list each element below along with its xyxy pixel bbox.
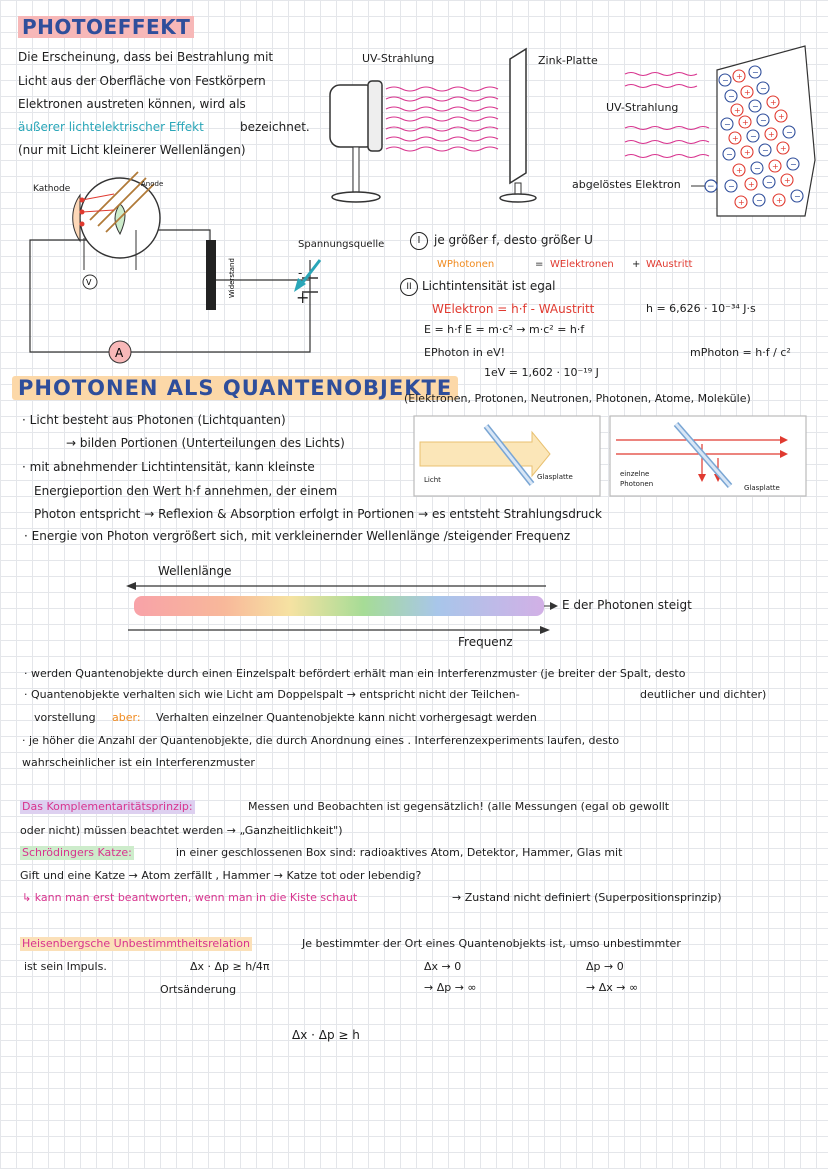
dx-to-zero: Δx → 0	[424, 960, 462, 973]
law-1-number: I	[410, 232, 428, 250]
uv-label: UV-Strahlung	[362, 52, 435, 65]
law-2-number: II	[400, 278, 418, 296]
uv-lamp-diagram	[320, 45, 560, 205]
single-label: einzelne	[620, 470, 650, 478]
complementarity-line-2: oder nicht) müssen beachtet werden → „Ganzheitlichkeit")	[20, 824, 343, 837]
charge-sign: −	[728, 92, 735, 101]
charge-sign: −	[790, 160, 797, 169]
section-title-photoeffekt: PHOTOEFFEKT	[18, 14, 194, 40]
photons-label: Photonen	[620, 480, 654, 488]
charge-sign: +	[784, 176, 791, 185]
uncertainty-final: Δx · Δp ≥ h	[292, 1028, 360, 1042]
charge-sign: +	[778, 112, 785, 121]
interference-line-1: · werden Quantenobjekte durch einen Einzelspalt befördert erhält man ein Interferenzmuster (je breiter der Spalt, desto	[24, 667, 686, 680]
charge-sign: −	[762, 146, 769, 155]
charge-sign: +	[770, 98, 777, 107]
anode-label: Anode	[141, 180, 164, 188]
charge-sign: +	[736, 72, 743, 81]
charge-sign: −	[754, 164, 761, 173]
intro-line-1: Die Erscheinung, dass bei Bestrahlung mit	[18, 50, 274, 64]
ortsaenderung-label: Ortsänderung	[160, 983, 237, 996]
photon-line-5: Photon entspricht → Reflexion & Absorption erfolgt in Portionen → es entsteht Strahlungsdruck	[34, 507, 602, 521]
charge-sign: +	[776, 196, 783, 205]
charge-sign: −	[722, 76, 729, 85]
charge-sign: +	[738, 198, 745, 207]
dp-to-infinity: → Δp → ∞	[424, 981, 477, 994]
charge-sign: +	[748, 180, 755, 189]
intro-tail: bezeichnet.	[240, 120, 310, 134]
complementarity-title: Das Komplementaritätsprinzip:	[22, 800, 193, 813]
interference-line-3b: Verhalten einzelner Quantenobjekte kann nicht vorhergesagt werden	[156, 711, 537, 724]
interference-line-3: vorstellung	[34, 711, 96, 724]
law-2-text: Lichtintensität ist egal	[422, 279, 556, 293]
charge-sign: −	[786, 128, 793, 137]
law-1-plus: +	[632, 259, 641, 270]
w-elektron-equation: WElektron = h·f - WAustritt	[432, 302, 595, 316]
charge-sign: −	[794, 192, 801, 201]
planck-constant: h = 6,626 · 10⁻³⁴ J·s	[646, 302, 756, 315]
heisenberg-title: Heisenbergsche Unbestimmtheitsrelation	[22, 937, 251, 950]
schroedinger-title: Schrödingers Katze:	[22, 846, 132, 859]
charge-sign: +	[734, 106, 741, 115]
w-photonen: WPhotonen	[437, 259, 495, 270]
schroedinger-line-3a: ↳ kann man erst beantworten, wenn man in die Kiste schaut	[22, 891, 358, 904]
svg-text:V: V	[86, 278, 92, 287]
wavelength-label: Wellenlänge	[158, 564, 232, 578]
minus-terminal: -	[298, 266, 303, 280]
law-1-equals: =	[535, 259, 544, 270]
interference-line-5: wahrscheinlicher ist ein Interferenzmuster	[22, 756, 255, 769]
intro-line-2: Licht aus der Oberfläche von Festkörpern	[18, 74, 266, 88]
glass-plate-label-2: Glasplatte	[744, 484, 780, 492]
photon-line-6: · Energie von Photon vergrößert sich, mit verkleinernder Wellenlänge /steigender Frequenz	[24, 529, 571, 543]
charge-sign: +	[744, 88, 751, 97]
dp-to-zero: Δp → 0	[586, 960, 624, 973]
section-title-quantenobjekte: PHOTONEN ALS QUANTENOBJEKTE	[12, 376, 458, 400]
schroedinger-line-3b: → Zustand nicht definiert (Superpositionsprinzip)	[452, 891, 722, 904]
zinc-plate-label: Zink-Platte	[538, 54, 598, 67]
charge-sign: −	[726, 150, 733, 159]
photon-line-1: · Licht besteht aus Photonen (Lichtquanten)	[22, 413, 286, 427]
energy-rises-label: E der Photonen steigt	[562, 598, 692, 612]
intro-note: (nur mit Licht kleinerer Wellenlängen)	[18, 143, 246, 157]
quantum-objects-list: (Elektronen, Protonen, Neutronen, Photonen, Atome, Moleküle)	[404, 392, 751, 405]
photon-mass: mPhoton = h·f / c²	[690, 346, 791, 359]
photon-line-4: Energieportion den Wert h·f annehmen, der einem	[34, 484, 338, 498]
charge-sign: +	[736, 166, 743, 175]
charge-sign: −	[750, 132, 757, 141]
dx-to-infinity: → Δx → ∞	[586, 981, 639, 994]
photocell-circuit	[20, 170, 340, 370]
charge-sign: +	[780, 144, 787, 153]
w-austritt: WAustritt	[646, 259, 693, 270]
interference-line-4: · je höher die Anzahl der Quantenobjekte, die durch Anordnung eines . Interferenzexperiments laufen, desto	[22, 734, 620, 747]
charged-plate-diagram	[605, 40, 820, 220]
charge-sign: −	[752, 102, 759, 111]
charge-sign: −	[724, 120, 731, 129]
plus-terminal: +	[296, 288, 310, 307]
interference-line-1b: deutlicher und dichter)	[640, 688, 767, 701]
charge-sign: −	[760, 116, 767, 125]
svg-text:A: A	[115, 346, 124, 360]
charge-sign: −	[756, 196, 763, 205]
spectrum-diagram	[118, 578, 558, 640]
uv-label-2: UV-Strahlung	[606, 101, 679, 114]
schroedinger-line-1: in einer geschlossenen Box sind: radioaktives Atom, Detektor, Hammer, Glas mit	[176, 846, 623, 859]
heisenberg-formula: Δx · Δp ≥ h/4π	[190, 960, 270, 973]
svg-text:−: −	[707, 182, 715, 192]
charge-sign: −	[766, 178, 773, 187]
charge-sign: −	[728, 182, 735, 191]
charge-sign: +	[732, 134, 739, 143]
charge-sign: +	[744, 148, 751, 157]
ev-conversion: 1eV = 1,602 · 10⁻¹⁹ J	[484, 366, 599, 379]
intro-highlight: äußerer lichtelektrischer Effekt	[18, 120, 204, 134]
charge-sign: −	[752, 68, 759, 77]
w-elektronen: WElektronen	[550, 259, 614, 270]
interference-line-2: · Quantenobjekte verhalten sich wie Licht am Doppelspalt → entspricht nicht der Teilchen-	[24, 688, 520, 701]
charge-sign: +	[772, 162, 779, 171]
charge-sign: +	[768, 130, 775, 139]
interference-aber: aber:	[112, 711, 141, 724]
energy-equations: E = h·f E = m·c² → m·c² = h·f	[424, 323, 585, 336]
glass-plate-label-1: Glasplatte	[537, 473, 573, 481]
complementarity-line-1: Messen und Beobachten ist gegensätzlich! (alle Messungen (egal ob gewollt	[248, 800, 670, 813]
intro-line-3: Elektronen austreten können, wird als	[18, 97, 246, 111]
law-1-text: je größer f, desto größer U	[434, 233, 593, 247]
photon-line-3: · mit abnehmender Lichtintensität, kann kleinste	[22, 460, 315, 474]
cathode-label: Kathode	[33, 184, 71, 194]
schroedinger-line-2: Gift und eine Katze → Atom zerfällt , Hammer → Katze tot oder lebendig?	[20, 869, 422, 882]
svg-text:Widerstand: Widerstand	[228, 258, 236, 298]
light-label: Licht	[424, 476, 441, 484]
photon-energy-note: EPhoton in eV!	[424, 346, 506, 359]
heisenberg-line-1: Je bestimmter der Ort eines Quantenobjekts ist, umso unbestimmter	[302, 937, 681, 950]
heisenberg-line-2: ist sein Impuls.	[24, 960, 107, 973]
photon-line-2: → bilden Portionen (Unterteilungen des Lichts)	[66, 436, 345, 450]
charge-sign: −	[760, 84, 767, 93]
electron-label: abgelöstes Elektron	[572, 178, 681, 191]
frequency-label: Frequenz	[458, 635, 513, 649]
charge-sign: +	[742, 118, 749, 127]
voltage-source-label: Spannungsquelle	[298, 239, 385, 250]
